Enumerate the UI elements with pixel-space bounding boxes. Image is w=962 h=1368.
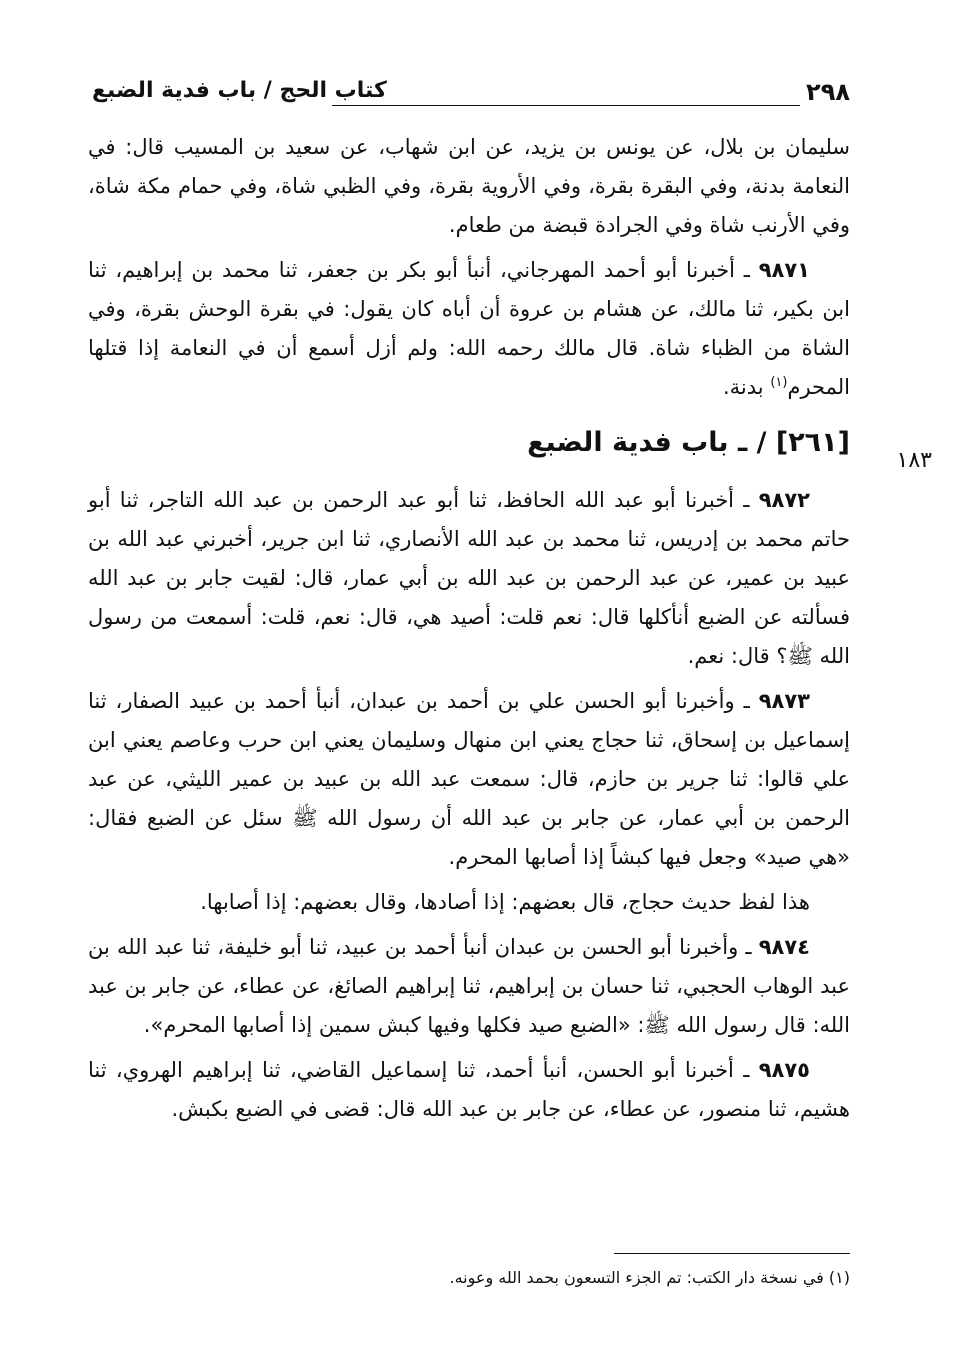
- hadith-entry: [88, 481, 850, 676]
- footnote: (١) في نسخة دار الكتب: تم الجزء التسعون بحمد الله وعونه.: [449, 1268, 850, 1287]
- footnote-rule: [614, 1253, 850, 1254]
- main-text: [88, 128, 850, 1135]
- entry-number: ٩٨٧١: [758, 258, 810, 282]
- header-rule: [332, 105, 800, 106]
- paragraph-text: ـ وأخبرنا أبو الحسن بن عبدان أنبأ أحمد بن عبيد، ثنا أبو خليفة، ثنا عبد الله بن عبد الوهاب الحجبي، ثنا حسان بن إبراهيم، ثنا إبراهيم الصائغ، عن عطاء، عن جابر بن عبد الله: قال رسول الله ﷺ: «الضبع صيد فكلها وفيها كبش سمين إذا أصابها المحرم».: [88, 935, 850, 1037]
- hadith-entry: [88, 1051, 850, 1129]
- paragraph-text-end: بدنة.: [723, 375, 771, 399]
- paragraph-text: هذا لفظ حديث حجاج، قال بعضهم: إذا أصادها، وقال بعضهم: إذا أصابها.: [200, 890, 810, 914]
- commentary-paragraph: [88, 883, 850, 922]
- paragraph-text: ـ أخبرنا أبو عبد الله الحافظ، ثنا أبو عبد الرحمن بن عبد الله التاجر، ثنا أبو حاتم محمد بن إدريس، ثنا محمد بن عبد الله الأنصاري، ثنا ابن جرير، أخبرني عبد الله بن عبيد بن عمير، عن عبد الرحمن بن عبد الله بن أبي عمار، قال: لقيت جابر بن عبد الله فسألته عن الضبع أنأكلها قال: نعم قلت: أصيد هي، قال: نعم، قلت: أسمعت من رسول الله ﷺ؟ قال: نعم.: [88, 488, 850, 668]
- margin-page-reference: ١٨٣: [896, 448, 932, 473]
- entry-number: ٩٨٧٣: [758, 689, 810, 713]
- paragraph-text: ـ وأخبرنا أبو الحسن علي بن أحمد بن عبدان، أنبأ أحمد بن عبيد الصفار، ثنا إسماعيل بن إسحاق، ثنا حجاج يعني ابن منهال وسليمان يعني ابن حرب وعاصم يعني ابن علي قالوا: ثنا جرير بن حازم، قال: سمعت عبد الله بن عبيد بن عمير الليثي، عن عبد الرحمن بن أبي عمار، عن جابر بن عبد الله أن رسول الله ﷺ سئل عن الضبع فقال: «هي صيد» وجعل فيها كبشاً إذا أصابها المحرم.: [88, 689, 850, 869]
- entry-number: ٩٨٧٢: [758, 488, 810, 512]
- footnote-marker: (١): [770, 375, 788, 390]
- hadith-entry: [88, 251, 850, 407]
- paragraph-text: سليمان بن بلال، عن يونس بن يزيد، عن ابن شهاب، عن سعيد بن المسيب قال: في النعامة بدنة، وفي البقرة بقرة، وفي الأروية بقرة، وفي الظبي شاة، وفي حمام مكة شاة، وفي الأرنب شاة وفي الجرادة قبضة من طعام.: [88, 135, 850, 237]
- running-head: كتاب الحج / باب فدية الضبع: [92, 78, 387, 103]
- hadith-entry: [88, 682, 850, 877]
- entry-number: ٩٨٧٤: [758, 935, 810, 959]
- entry-number: ٩٨٧٥: [758, 1058, 810, 1082]
- hadith-entry: [88, 928, 850, 1045]
- paragraph-text: ـ أخبرنا أبو أحمد المهرجاني، أنبأ أبو بكر بن جعفر، ثنا محمد بن إبراهيم، ثنا ابن بكير، ثنا مالك، عن هشام بن عروة أن أباه كان يقول: في بقرة الوحش بقرة، وفي الشاة من الظباء شاة. قال مالك رحمه الله: ولم أزل أسمع أن في النعامة إذا قتلها المحرم: [88, 258, 850, 399]
- paragraph-text: ـ أخبرنا أبو الحسن، أنبأ أحمد، ثنا إسماعيل القاضي، ثنا إبراهيم الهروي، ثنا هشيم، ثنا منصور، عن عطاء، عن جابر بن عبد الله قال: قضى في الضبع بكبش.: [88, 1058, 850, 1121]
- section-title: [٢٦١] / ـ باب فدية الضبع: [527, 427, 850, 458]
- page-header: [92, 78, 850, 114]
- paragraph-continuation: [88, 128, 850, 245]
- page-number: ٢٩٨: [806, 78, 850, 106]
